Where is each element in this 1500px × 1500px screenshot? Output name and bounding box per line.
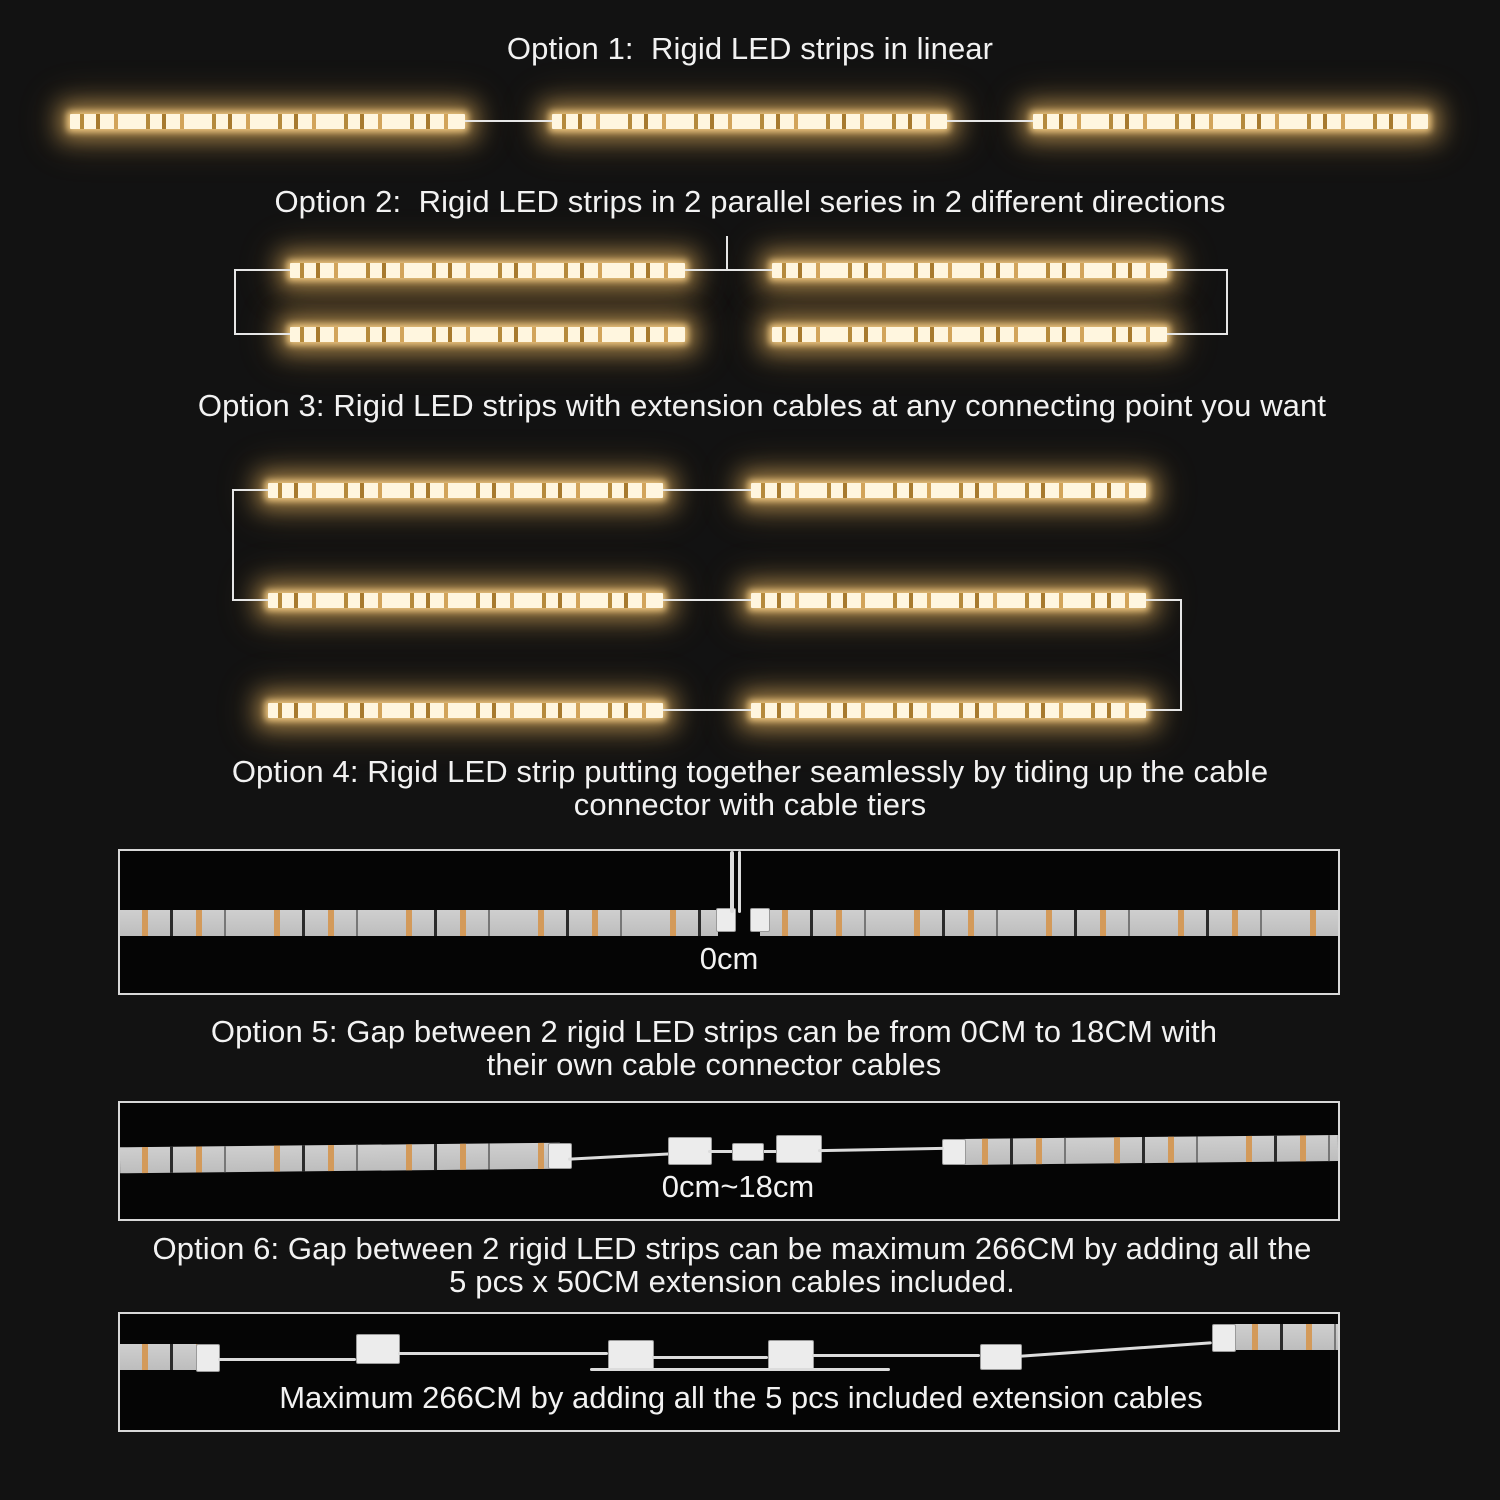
option-6-cable-2	[398, 1352, 608, 1355]
option-4-pcb-left	[120, 910, 718, 936]
option-4-pcb-right	[760, 910, 1338, 936]
option-6-cable-4	[812, 1354, 980, 1357]
option-5-connector-2	[732, 1143, 764, 1161]
option-3-strip-row2-right	[751, 593, 1146, 608]
option-3-right-loop-side	[1180, 599, 1182, 711]
option-4-photo-caption: 0cm	[699, 941, 759, 976]
option-1-strip-1	[70, 114, 465, 129]
option-6-cable-1	[218, 1358, 356, 1361]
option-2-strip-bottom-right	[772, 327, 1167, 342]
option-6-heading-line-2: 5 pcs x 50CM extension cables included.	[449, 1264, 1015, 1299]
option-6-photo-caption: Maximum 266CM by adding all the 5 pcs included extension cables	[279, 1380, 1203, 1415]
option-5-cable-left	[568, 1152, 672, 1160]
option-2-left-loop-top	[234, 269, 290, 271]
option-6-connector-3	[768, 1340, 814, 1370]
option-3-strip-row1-left	[268, 483, 663, 498]
option-5-heading-line-2: their own cable connector cables	[486, 1047, 942, 1082]
option-3-right-loop-top	[1146, 599, 1182, 601]
option-2-strip-top-right	[772, 263, 1167, 278]
option-2-heading: Option 2: Rigid LED strips in 2 parallel series in 2 different directions	[274, 184, 1226, 219]
option-3-strip-row3-right	[751, 703, 1146, 718]
option-3-strip-row2-left	[268, 593, 663, 608]
option-2-strip-top-left	[290, 263, 685, 278]
option-6-connector-2	[608, 1340, 654, 1370]
option-3-wire-row3	[663, 709, 751, 711]
option-6-end-cap-right	[1212, 1324, 1236, 1352]
option-1-strip-2	[552, 114, 947, 129]
option-5-connector-3	[776, 1135, 822, 1163]
option-3-left-loop-bottom	[232, 599, 268, 601]
option-5-end-cap-right	[942, 1139, 966, 1165]
option-5-heading-line-1: Option 5: Gap between 2 rigid LED strips can be from 0CM to 18CM with	[210, 1014, 1218, 1049]
option-2-right-loop-bottom	[1167, 333, 1228, 335]
option-4-tied-cable-2	[738, 851, 741, 913]
option-6-cable-3	[652, 1356, 768, 1359]
option-5-pcb-right	[960, 1135, 1338, 1165]
option-6-pcb-left	[120, 1344, 200, 1370]
option-6-pcb-right	[1230, 1324, 1338, 1350]
option-2-center-wire	[685, 269, 772, 271]
option-5-end-cap-left	[548, 1143, 572, 1169]
option-5-photo-caption: 0cm~18cm	[661, 1169, 815, 1204]
option-2-left-loop-side	[234, 269, 236, 334]
option-5-cable-right	[818, 1147, 944, 1152]
option-3-wire-row2	[663, 599, 751, 601]
option-2-feed-wire	[726, 236, 728, 270]
option-5-connector-1	[668, 1137, 712, 1165]
option-3-strip-row1-right	[751, 483, 1146, 498]
option-6-photo	[118, 1312, 1340, 1432]
option-1-strip-3	[1033, 114, 1428, 129]
option-4-connector-right	[750, 908, 770, 932]
option-1-heading: Option 1: Rigid LED strips in linear	[506, 31, 994, 66]
option-3-left-loop-side	[232, 489, 234, 601]
option-4-tied-cable	[730, 851, 734, 913]
option-3-left-loop-top	[232, 489, 268, 491]
option-6-heading-line-1: Option 6: Gap between 2 rigid LED strips can be maximum 266CM by adding all the	[152, 1231, 1312, 1266]
option-3-wire-row1	[663, 489, 751, 491]
option-4-photo	[118, 849, 1340, 995]
option-3-strip-row3-left	[268, 703, 663, 718]
option-2-right-loop-top	[1167, 269, 1228, 271]
option-2-left-loop-bottom	[234, 333, 290, 335]
option-3-right-loop-bottom	[1146, 709, 1182, 711]
option-6-connector-4	[980, 1344, 1022, 1370]
option-6-cable-5	[1020, 1341, 1212, 1357]
option-6-end-cap-left	[196, 1344, 220, 1372]
option-4-heading-line-2: connector with cable tiers	[573, 787, 927, 822]
option-3-heading: Option 3: Rigid LED strips with extension cables at any connecting point you want	[197, 388, 1327, 423]
option-6-cable-loop	[590, 1368, 890, 1371]
option-4-heading-line-1: Option 4: Rigid LED strip putting together seamlessly by tiding up the cable	[231, 754, 1269, 789]
option-2-strip-bottom-left	[290, 327, 685, 342]
option-1-wire-2	[947, 120, 1033, 122]
option-2-right-loop-side	[1226, 269, 1228, 334]
option-5-photo	[118, 1101, 1340, 1221]
option-1-wire-1	[465, 120, 552, 122]
option-6-connector-1	[356, 1334, 400, 1364]
